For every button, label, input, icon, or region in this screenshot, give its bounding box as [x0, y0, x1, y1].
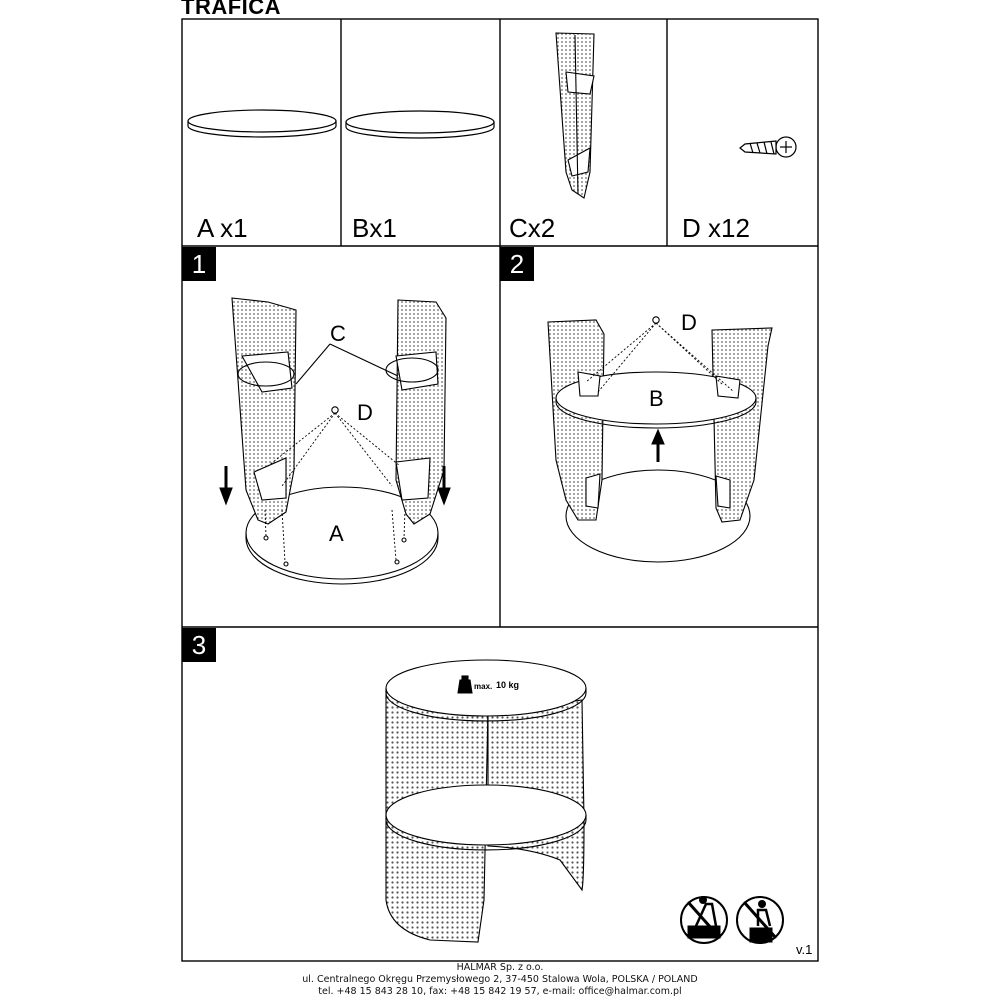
step-1-callout-d: D: [357, 400, 373, 425]
max-load-prefix: max.: [474, 682, 493, 691]
document-title: TRAFICA: [181, 0, 282, 19]
part-d-screw-drawing: [740, 137, 796, 157]
part-a-label: A x1: [197, 213, 248, 243]
footer-company: HALMAR Sp. z o.o.: [456, 962, 544, 973]
part-b-label: Bx1: [352, 213, 397, 243]
step-1-callout-c: C: [330, 321, 346, 346]
step-2-callout-b: B: [649, 386, 664, 411]
max-load-value: 10 kg: [496, 680, 520, 690]
step-3-badge: 3: [182, 628, 216, 662]
step-1-callout-a: A: [329, 521, 344, 546]
part-c-side-panel-drawing: [556, 33, 594, 198]
step-2-callout-d: D: [681, 310, 697, 335]
step-3-drawing: [386, 660, 586, 942]
footer-address: ul. Centralnego Okręgu Przemysłowego 2, 37-450 Stalowa Wola, POLSKA / POLAND: [302, 974, 698, 985]
footer: [0, 962, 1000, 998]
weight-icon: [458, 680, 472, 693]
step-2-badge: 2: [500, 247, 534, 281]
part-d-label: D x12: [682, 213, 750, 243]
step-2-drawing: [548, 317, 772, 562]
part-a-tabletop-drawing: [188, 110, 336, 137]
no-stand-on-icon: [681, 897, 727, 944]
step-1-badge: 1: [182, 247, 216, 281]
no-sit-on-icon: [737, 897, 783, 943]
footer-contact: tel. +48 15 843 28 10, fax: +48 15 842 19 57, e-mail: office@halmar.com.pl: [318, 986, 682, 997]
part-c-label: Cx2: [509, 213, 556, 243]
version-label: v.1: [796, 942, 813, 957]
part-b-shelf-drawing: [346, 111, 494, 138]
